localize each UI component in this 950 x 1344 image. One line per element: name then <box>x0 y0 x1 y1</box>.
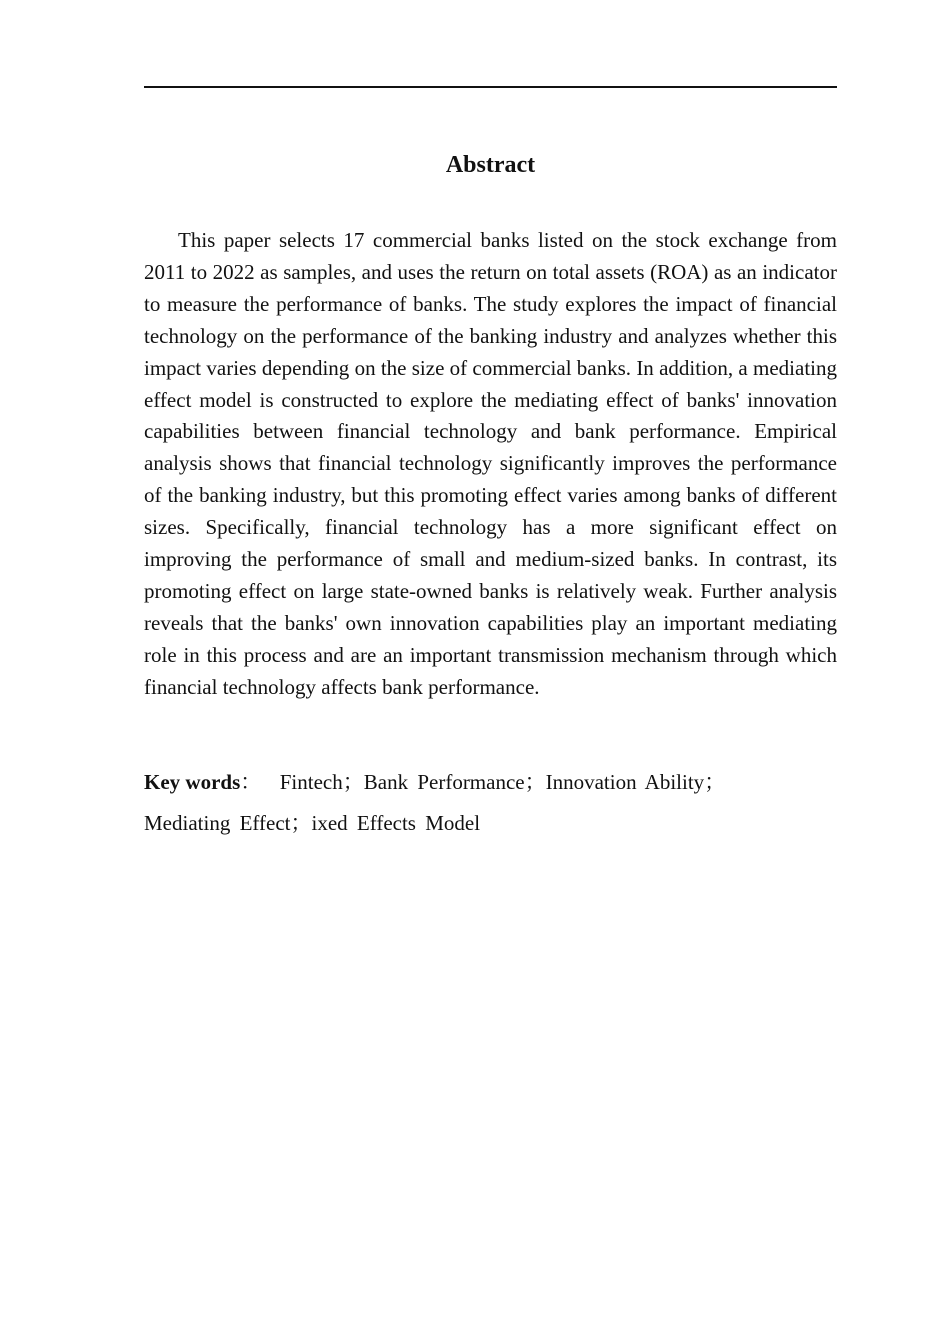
keywords-line <box>144 762 837 844</box>
keyword-item: Mediating Effect <box>144 811 291 835</box>
keyword-separator: ； <box>704 770 726 794</box>
header-rule <box>144 86 837 88</box>
keyword-separator: ； <box>342 770 364 794</box>
keywords-label: Key words <box>144 770 241 794</box>
keyword-separator: ； <box>524 770 546 794</box>
keyword-item: Innovation Ability <box>545 770 705 794</box>
abstract-title: Abstract <box>445 152 536 178</box>
keywords-colon: ： <box>240 770 262 794</box>
keyword-item: Fintech <box>279 770 343 794</box>
abstract-body: This paper selects 17 commercial banks listed on the stock exchange from 2011 to 2022 as samples, and uses the return on total assets (ROA) as an indicator to measure the performance of banks. The study explores the impact of financial technology on the performance of the banking industry and analyzes whether this impact varies depending on the size of commercial banks. In addition, a mediating effect model is constructed to explore the mediating effect of banks' innovation capabilities between financial technology and bank performance. Empirical analysis shows that financial technology significantly improves the performance of the banking industry, but this promoting effect varies among banks of different sizes. Specifically, financial technology has a more significant effect on improving the performance of small and medium-sized banks. In contrast, its promoting effect on large state-owned banks is relatively weak. Further analysis reveals that the banks' own innovation capabilities play an important mediating role in this process and are an important transmission mechanism through which financial technology affects bank performance. <box>144 228 837 699</box>
keyword-item: Bank Performance <box>363 770 525 794</box>
keyword-item: ixed Effects Model <box>311 811 481 835</box>
keyword-separator: ； <box>290 811 312 835</box>
